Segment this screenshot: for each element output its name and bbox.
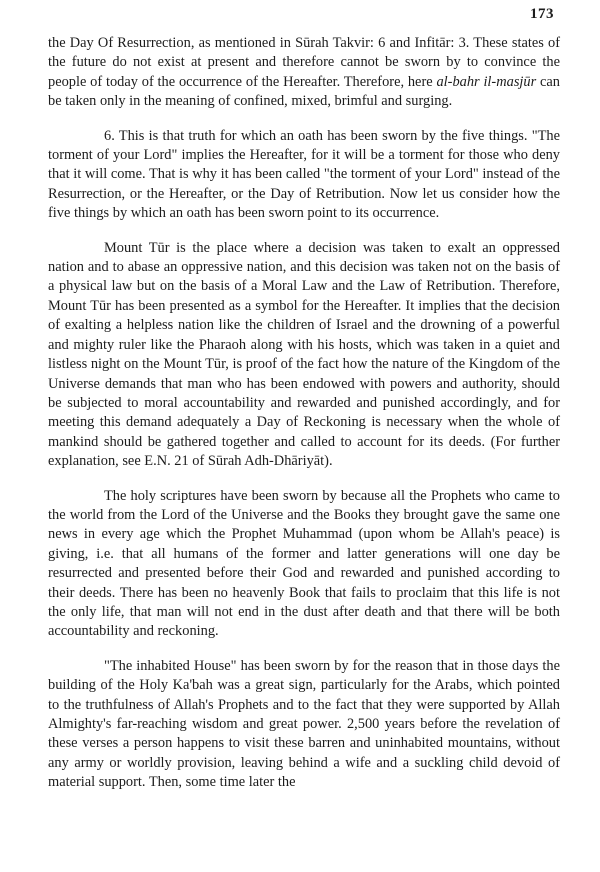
paragraph-3 xyxy=(48,239,560,472)
text-body xyxy=(48,34,560,793)
paragraph-4-text: The holy scriptures have been sworn by because all the Prophets who came to the world from the Lord of the Universe and the Books they brought gave the same one news in every age which the Prophet Muhammad (upon whom be Allah's peace) is giving, i.e. that all humans of the former and latter generations will one day be resurrected and presented before their God and rewarded and punished according to their deeds. There has been no heavenly Book that fails to proclaim that this life is not the only life, that man will not end in the dust after death and that there will be both accountability and reckoning. xyxy=(48,487,560,640)
paragraph-4 xyxy=(48,487,560,642)
paragraph-5-text: "The inhabited House" has been sworn by for the reason that in those days the building of the Holy Ka'bah was a great sign, particularly for the Arabs, which pointed to the truthfulness of Allah's Prophets and to the fact that they were supported by Allah Almighty's far-reaching wisdom and great power. 2,500 years before the revelation of these verses a person happens to visit these barren and uninhabited mountains, without any army or worldly provision, leaving behind a wife and a suckling child devoid of material support. Then, some time later the xyxy=(48,657,560,791)
paragraph-1-italic-term: al-bahr il-masjūr xyxy=(436,73,537,90)
paragraph-3-text: Mount Tūr is the place where a decision was taken to exalt an oppressed nation and to abase an oppressive nation, and this decision was taken not on the basis of a physical law but on the basis of a Moral Law and the Law of Retribution. Therefore, Mount Tūr has been presented as a symbol for the Hereafter. It implies that the decision of exalting a helpless nation like the children of Israel and the drowning of a powerful and mighty ruler like the Pharaoh along with his hosts, which was taken in a quiet and listless night on the Mount Tūr, is proof of the fact how the nature of the Kingdom of the Universe demands that man who has been endowed with powers and authority, should be subjected to moral accountability and rewarded and punished accordingly, and for meeting this demand adequately a Day of Reckoning is necessary when the whole of mankind should be gathered together and called to account for its deeds. (For further explanation, see E.N. 21 of Sūrah Adh-Dhāriyāt). xyxy=(48,239,560,470)
paragraph-2-text: 6. This is that truth for which an oath has been sworn by the five things. "The torment of your Lord" implies the Hereafter, for it will be a torment for those who deny that it will come. That is why it has been called "the torment of your Lord" instead of the Resurrection, or the Hereafter, or the Day of Retribution. Now let us consider how the five things by which an oath has been sworn point to its occurrence. xyxy=(48,127,560,222)
paragraph-1 xyxy=(48,34,560,112)
page-number: 173 xyxy=(530,6,554,22)
paragraph-5 xyxy=(48,657,560,793)
paragraph-2 xyxy=(48,127,560,224)
paragraph-1-text-b: can be taken only in the meaning of confined, mixed, brimful and surging. xyxy=(48,73,561,110)
paragraph-1-text-a: the Day Of Resurrection, as mentioned in Sūrah Takvir: 6 and Infitār: 3. These states of the future do not exist at present and therefore cannot be sworn by to convince the people of today of the occurrence of the Hereafter. Therefore, here xyxy=(48,35,560,90)
